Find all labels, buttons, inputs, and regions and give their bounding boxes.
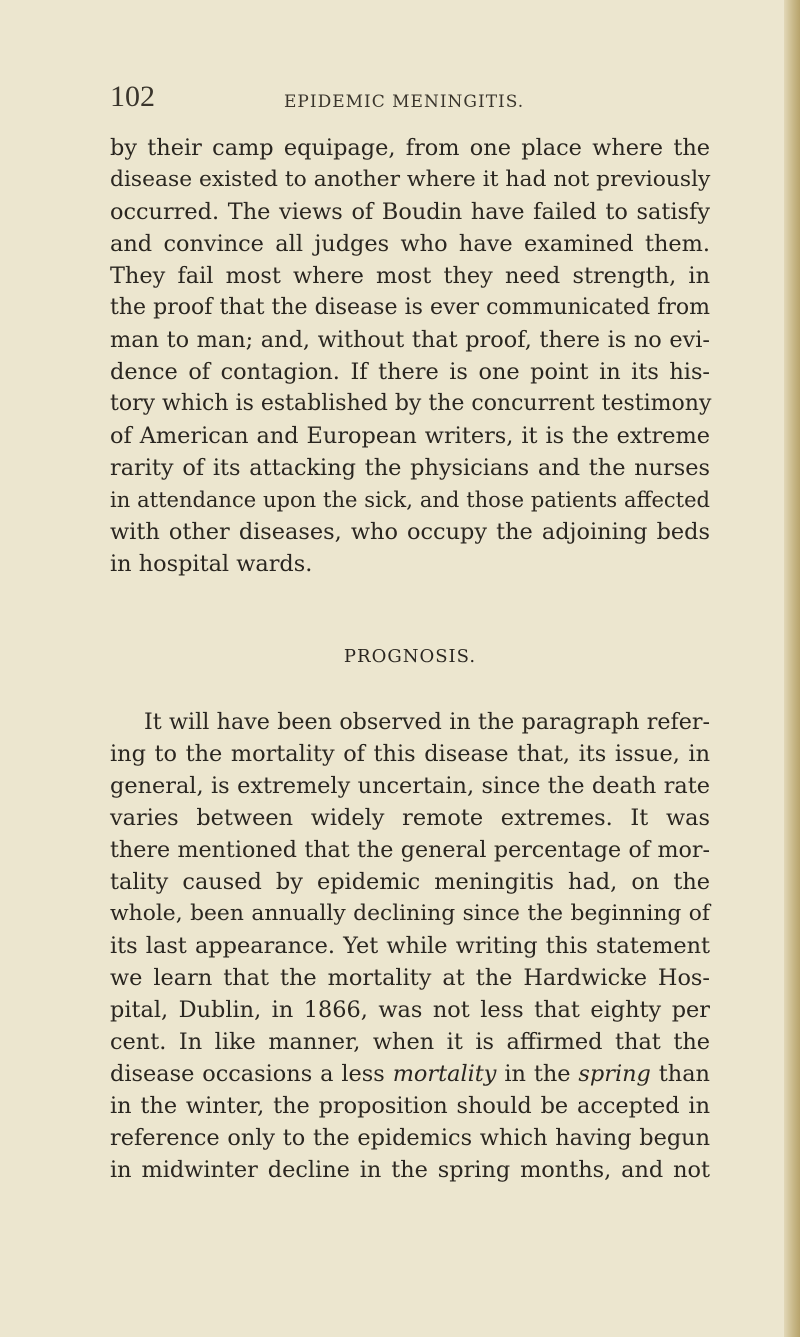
text-line: in midwinter decline in the spring months, and not: [110, 1157, 710, 1183]
text-line: man to man; and, without that proof, there is no evi-: [110, 327, 710, 353]
body-text: [110, 132, 710, 1186]
text-line: ing to the mortality of this disease that, its issue, in: [110, 741, 710, 767]
text-line: we learn that the mortality at the Hardwicke Hos-: [110, 965, 710, 991]
section-heading: PROGNOSIS.: [343, 646, 477, 667]
text-line: whole, been annually declining since the beginning of: [110, 901, 710, 926]
text-line: in the winter, the proposition should be accepted in: [110, 1093, 710, 1119]
text-line: in hospital wards.: [110, 551, 313, 577]
italic-spring: spring: [578, 1061, 651, 1087]
text-line: of American and European writers, it is the extreme: [110, 423, 710, 449]
text-line: pital, Dublin, in 1866, was not less that eighty per: [110, 997, 710, 1023]
text-line: its last appearance. Yet while writing this statement: [110, 933, 710, 959]
page-number: 102: [110, 80, 155, 113]
text-line: general, is extremely uncertain, since the death rate: [110, 773, 710, 799]
text-line-italic: [110, 1058, 710, 1090]
paragraph-1: [110, 132, 710, 580]
text-line: They fail most where most they need strength, in: [110, 263, 710, 289]
text-line: dence of contagion. If there is one point in its his-: [110, 359, 710, 385]
page-edge: [784, 0, 800, 1337]
text-segment: in the: [496, 1061, 579, 1087]
text-line: occurred. The views of Boudin have failed to satisfy: [110, 199, 710, 225]
paragraph-2: [110, 706, 710, 1186]
text-line: the proof that the disease is ever communicated from: [110, 295, 710, 320]
text-line: with other diseases, who occupy the adjoining beds: [110, 519, 710, 545]
text-line: rarity of its attacking the physicians and the nurses: [110, 455, 710, 481]
text-segment: disease occasions a less: [110, 1061, 393, 1087]
text-line: by their camp equipage, from one place where the: [110, 135, 710, 161]
italic-mortality: mortality: [392, 1061, 497, 1087]
text-line: reference only to the epidemics which having begun: [110, 1125, 710, 1151]
text-line: It will have been observed in the paragraph refer-: [144, 709, 710, 735]
page-header: [110, 80, 710, 120]
text-line: cent. In like manner, when it is affirmed that the: [110, 1029, 710, 1055]
text-line: and convince all judges who have examined them.: [110, 231, 710, 257]
text-segment: than: [650, 1061, 710, 1087]
text-line: tality caused by epidemic meningitis had, on the: [110, 869, 710, 895]
text-line: varies between widely remote extremes. It was: [110, 805, 710, 831]
text-line: disease existed to another where it had not previously: [110, 167, 711, 192]
text-line: in attendance upon the sick, and those patients affected: [110, 488, 710, 512]
text-line: there mentioned that the general percentage of mor-: [110, 837, 710, 863]
text-line: tory which is established by the concurrent testimony: [110, 391, 712, 416]
running-head: EPIDEMIC MENINGITIS.: [284, 92, 525, 112]
